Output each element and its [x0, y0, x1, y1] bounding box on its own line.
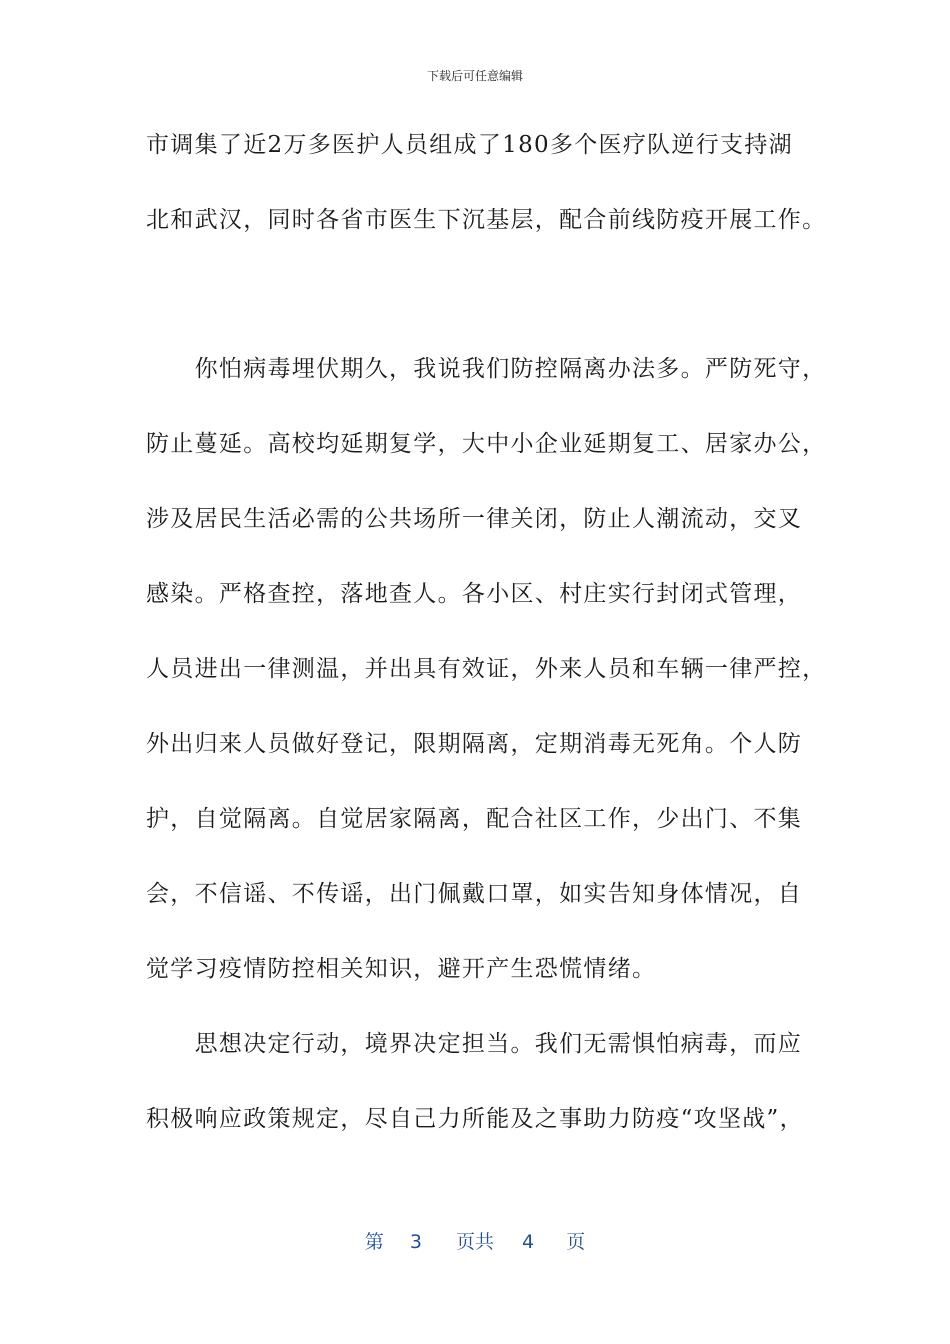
body-line: 人员进出一律测温，并出具有效证，外来人员和车辆一律严控， [146, 656, 827, 682]
body-line: 市调集了近2万多医护人员组成了180多个医疗队逆行支持湖 [146, 132, 793, 158]
body-line: 你怕病毒埋伏期久，我说我们防控隔离办法多。严防死守， [146, 356, 827, 382]
footer-total-pages: 4 [522, 1231, 535, 1253]
body-line: 思想决定行动，境界决定担当。我们无需惧怕病毒，而应 [146, 1031, 803, 1057]
body-line: 觉学习疫情防控相关知识，避开产生恐慌情绪。 [146, 956, 657, 982]
body-line: 外出归来人员做好登记，限期隔离，定期消毒无死角。个人防 [146, 731, 803, 757]
body-line: 涉及居民生活必需的公共场所一律关闭，防止人潮流动，交叉 [146, 506, 803, 532]
footer-page-number: 3 [409, 1231, 422, 1253]
page-footer [0, 1227, 950, 1254]
body-line: 积极响应政策规定，尽自己力所能及之事助力防疫“攻坚战”， [146, 1106, 804, 1132]
body-line: 防止蔓延。高校均延期复学，大中小企业延期复工、居家办公， [146, 431, 827, 457]
body-line: 护，自觉隔离。自觉居家隔离，配合社区工作，少出门、不集 [146, 806, 803, 832]
footer-suffix: 页 [566, 1231, 586, 1253]
footer-prefix: 第 [364, 1231, 384, 1253]
body-line: 会，不信谣、不传谣，出门佩戴口罩，如实告知身体情况，自 [146, 881, 803, 907]
body-line: 感染。严格查控，落地查人。各小区、村庄实行封闭式管理， [146, 581, 803, 607]
footer-middle: 页共 [455, 1231, 494, 1253]
header-note: 下载后可任意编辑 [426, 69, 523, 83]
body-line: 北和武汉，同时各省市医生下沉基层，配合前线防疫开展工作。 [146, 207, 827, 233]
